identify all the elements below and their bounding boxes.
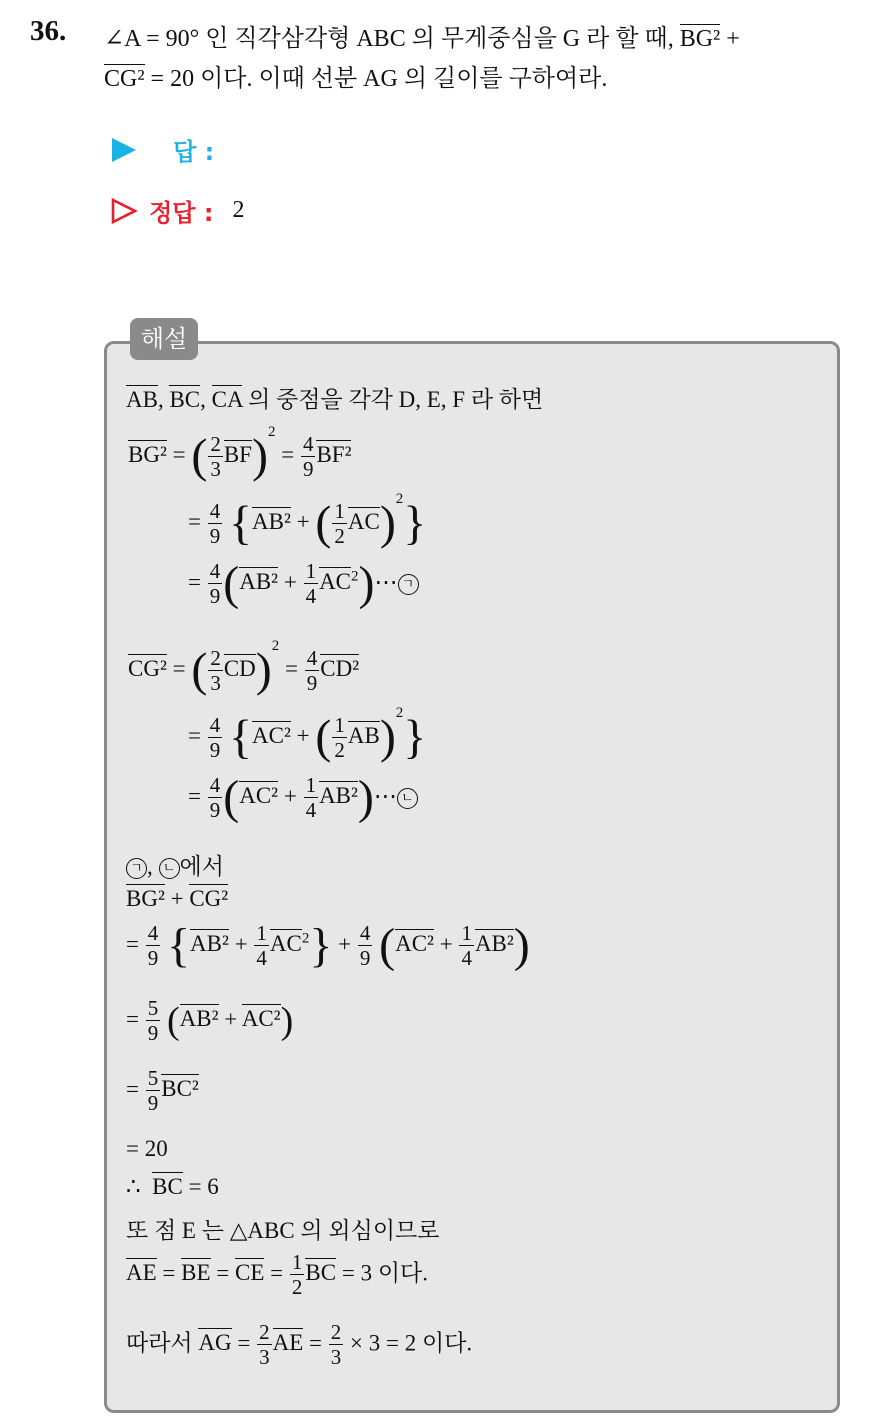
bc-result: ∴ BC = 6 [126, 1174, 219, 1199]
ae-tail: = 3 이다. [341, 1260, 429, 1286]
eq-bg2-line3: = $\frac{4}{9}$ (AB² + $\frac{1}{4}$ $AC^2)\cdots$ ㄱ [188, 560, 419, 608]
eq-bg2-line1: BG² = ( $\frac{2}{3}$ BF)$^2$ = $\frac{4}{9}$ BF² [128, 424, 352, 483]
bc-value: = 6 [188, 1174, 219, 1199]
problem-text: ∠A = 90° 인 직각삼각형 ABC 의 무게중심을 G 라 할 때, [104, 26, 674, 52]
circle-label-1: ㄱ [398, 574, 419, 595]
from-text: 에서 [179, 854, 224, 879]
segment-bg2: BG² [679, 26, 721, 52]
eq-bg2-line2: = $\frac{4}{9}$ {AB² + ( $\frac{1}{2}$ AC)$^2$} [188, 491, 427, 550]
eq-ae: AE = BE = CE = $\frac{1}{2}$ BC = 3 이다. [126, 1250, 429, 1299]
eq-cg2-line3: = $\frac{4}{9}$ (AC² + $\frac{1}{4}$ AB²)⋯ ㄴ [188, 774, 418, 822]
correct-answer-row [110, 193, 245, 228]
final-prefix: 따라서 [126, 1330, 193, 1356]
answer-row [110, 132, 214, 167]
circle-ref-1: ㄱ [126, 858, 147, 879]
circle-label-2: ㄴ [397, 788, 418, 809]
from-line: ㄱ , ㄴ 에서 [126, 848, 224, 881]
filled-triangle-icon [110, 136, 138, 164]
eq-sum-bc: = $\frac{5}{9}$ BC² [126, 1066, 199, 1115]
correct-answer-label: 정답 : [149, 199, 214, 227]
eq-final: 따라서 AG = $\frac{2}{3}$ AE = $\frac{2}{3}$ × 3 = 2 이다. [126, 1320, 473, 1369]
problem-number: 36. [30, 15, 67, 47]
final-tail: × 3 = 2 이다. [350, 1330, 473, 1356]
eq-cg2-line1: CG² = ( $\frac{2}{3}$ CD)$^2$ = $\frac{4}{9}$ CD² [128, 638, 360, 697]
therefore-symbol: ∴ [126, 1174, 141, 1199]
circle-ref-2: ㄴ [159, 858, 180, 879]
eq-sum-expand: = $\frac{4}{9}$ {AB² + $\frac{1}{4}$ $AC^2$} + $\frac{4}{9}$ (AC² + $\frac{1}{4}$ AB²) [126, 919, 530, 972]
intro-text: 의 중점을 각각 D, E, F 라 하면 [248, 387, 544, 412]
outline-triangle-icon [110, 197, 138, 225]
plus-sign: + [726, 26, 740, 52]
problem-text-2: = 20 이다. 이때 선분 AG 의 길이를 구하여라. [150, 66, 608, 92]
eq-sum-value: = 20 [126, 1136, 168, 1161]
solution-tag: 해설 [130, 318, 198, 360]
answer-label: 답 : [173, 138, 215, 166]
segment-cg2: CG² [104, 66, 145, 92]
solution-intro: AB, BC, CA 의 중점을 각각 D, E, F 라 하면 [126, 387, 544, 412]
eq-cg2-line2: = $\frac{4}{9}$ {AC² + ( $\frac{1}{2}$ AB)$^2$} [188, 705, 427, 764]
problem-line-2 [104, 58, 607, 93]
correct-answer-value: 2 [232, 197, 245, 223]
sum-line: BG² + CG² [126, 886, 229, 911]
circumcenter-text: 또 점 E 는 △ABC 의 외심이므로 [126, 1218, 440, 1243]
eq-sum-simplify: = $\frac{5}{9}$ (AB² + AC²) [126, 996, 294, 1045]
problem-line-1 [104, 18, 740, 53]
